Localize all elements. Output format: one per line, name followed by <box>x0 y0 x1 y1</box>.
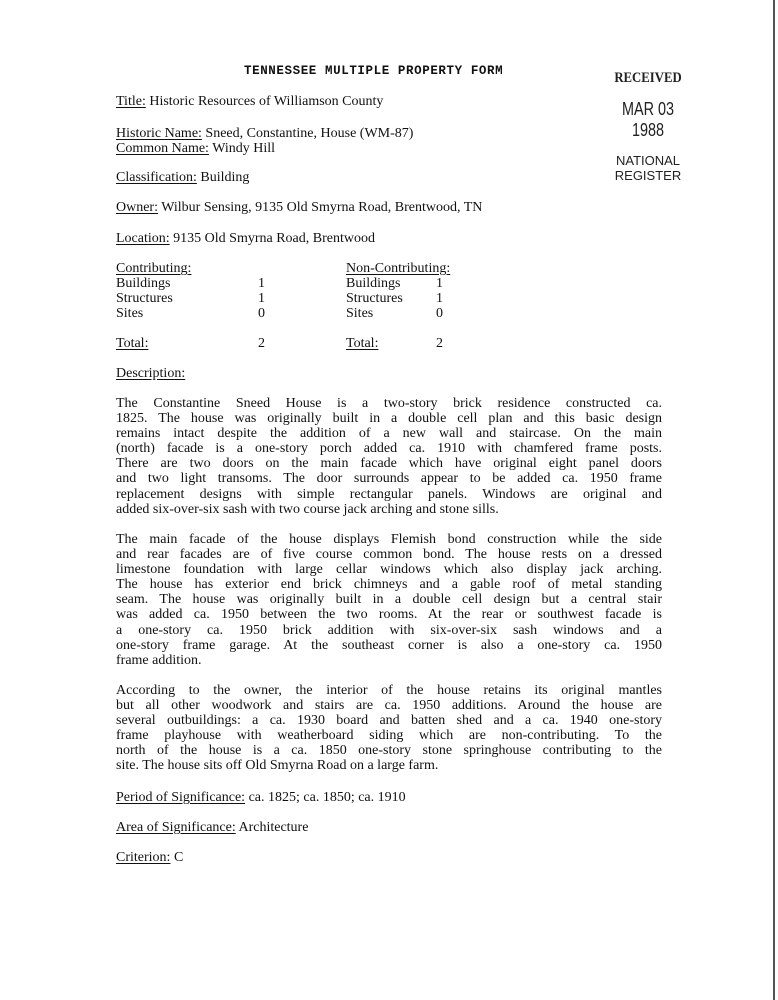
paragraph-line: limestone foundation with large cellar windows which also display jack arching. <box>116 562 662 578</box>
historic-name-value: Sneed, Constantine, House (WM-87) <box>205 126 414 141</box>
paragraph-line: According to the owner, the interior of the house retains its original mantles <box>116 683 662 698</box>
table-row <box>116 306 265 321</box>
row-value: 1 <box>436 276 443 291</box>
row-value: 0 <box>436 306 443 321</box>
row-label: Structures <box>116 291 173 306</box>
area-label: Area of Significance: <box>116 820 236 835</box>
row-value: 1 <box>258 276 265 291</box>
paragraph-line: was added ca. 1950 between the two rooms. At the rear or southwest facade is <box>116 607 662 623</box>
table-row <box>116 276 265 291</box>
paragraph-line: site. The house sits off Old Smyrna Road on a large farm. <box>116 758 439 774</box>
paragraph-line: added six-over-six sash with two course jack arching and stone sills. <box>116 501 499 517</box>
paragraph-line: a one-story ca. 1950 brick addition with six-over-six sash windows and a <box>116 622 662 638</box>
row-label: Buildings <box>116 276 171 291</box>
area-field <box>116 820 308 835</box>
stamp-received: RECEIVED <box>614 70 682 86</box>
total-value: 2 <box>436 336 443 351</box>
total-value: 2 <box>258 336 265 351</box>
paragraph-line: 1825. The house was originally built in a double cell plan and this basic design <box>116 411 662 427</box>
row-label: Sites <box>116 306 144 321</box>
table-row <box>346 306 450 321</box>
criterion-label: Criterion: <box>116 850 171 865</box>
owner-value: Wilbur Sensing, 9135 Old Smyrna Road, Brentwood, TN <box>161 200 483 215</box>
paragraph-line: frame addition. <box>116 652 202 668</box>
classification-label: Classification: <box>116 170 197 185</box>
historic-name-field <box>116 126 413 141</box>
description-paragraph-1 <box>116 396 662 517</box>
paragraph-line: The Constantine Sneed House is a two-story brick residence constructed ca. <box>116 396 662 411</box>
scan-edge-line <box>773 0 775 1000</box>
stamp-register: REGISTER <box>614 168 682 183</box>
period-value: ca. 1825; ca. 1850; ca. 1910 <box>248 790 406 805</box>
owner-label: Owner: <box>116 200 158 215</box>
row-label: Buildings <box>346 276 401 291</box>
table-row <box>346 291 450 306</box>
stamp-date: MAR 03 1988 <box>621 99 675 140</box>
paragraph-line: but all other woodwork and stairs are ca. 1950 additions. Around the house are <box>116 698 662 714</box>
table-row <box>346 276 450 291</box>
row-value: 0 <box>258 306 265 321</box>
paragraph-line: (north) facade is a one-story porch added ca. 1910 with chamfered frame posts. <box>116 441 662 457</box>
common-name-value: Windy Hill <box>212 141 276 156</box>
location-label: Location: <box>116 231 170 246</box>
location-field <box>116 231 375 246</box>
table-row <box>116 291 265 306</box>
paragraph-line: The house has exterior end brick chimneys and a gable roof of metal standing <box>116 577 662 593</box>
paragraph-line: several outbuildings: a ca. 1930 board and batten shed and a ca. 1940 one-story <box>116 713 662 729</box>
paragraph-line: seam. The house was originally built in a double cell design but a central stair <box>116 592 662 608</box>
location-value: 9135 Old Smyrna Road, Brentwood <box>173 231 375 246</box>
period-field <box>116 790 406 805</box>
common-name-label: Common Name: <box>116 141 209 156</box>
paragraph-line: one-story frame garage. At the southeast corner is also a one-story ca. 1950 <box>116 637 662 653</box>
paragraph-line: There are two doors on the main facade which have original eight panel doors <box>116 456 662 472</box>
paragraph-line: replacement designs with simple rectangular panels. Windows are original and <box>116 486 662 502</box>
non-contributing-heading: Non-Contributing: <box>346 261 451 276</box>
criterion-value: C <box>173 850 184 865</box>
historic-name-label: Historic Name: <box>116 126 202 141</box>
classification-field <box>116 170 249 185</box>
paragraph-line: remains intact despite the addition of a new wall and staircase. On the main <box>116 426 662 442</box>
total-label: Total: <box>116 336 149 351</box>
row-label: Sites <box>346 306 374 321</box>
criterion-field <box>116 850 183 865</box>
classification-value: Building <box>200 170 250 185</box>
period-label: Period of Significance: <box>116 790 246 805</box>
title-label: Title: <box>116 94 146 109</box>
description-paragraph-2 <box>116 532 662 668</box>
description-paragraph-3 <box>116 683 662 774</box>
paragraph-line: and rear facades are of five course common bond. The house rests on a dressed <box>116 547 662 563</box>
description-heading <box>116 366 185 381</box>
row-label: Structures <box>346 291 403 306</box>
owner-field <box>116 200 482 215</box>
total-row <box>346 336 450 351</box>
description-label: Description: <box>116 366 186 381</box>
paragraph-line: and two light transoms. The door surrounds appear to be added ca. 1950 frame <box>116 471 662 487</box>
area-value: Architecture <box>238 820 309 835</box>
title-value: Historic Resources of Williamson County <box>149 94 384 109</box>
stamp-national: NATIONAL <box>615 153 681 168</box>
non-contributing-table <box>346 261 450 351</box>
common-name-field <box>116 141 275 156</box>
row-value: 1 <box>258 291 265 306</box>
total-label: Total: <box>346 336 379 351</box>
contributing-heading: Contributing: <box>116 261 192 276</box>
row-value: 1 <box>436 291 443 306</box>
form-header: TENNESSEE MULTIPLE PROPERTY FORM <box>244 64 504 78</box>
received-stamp <box>600 70 696 183</box>
paragraph-line: frame playhouse with weatherboard siding which are non-contributing. To the <box>116 728 662 744</box>
paragraph-line: The main facade of the house displays Flemish bond construction while the side <box>116 532 662 547</box>
title-field <box>116 94 383 109</box>
total-row <box>116 336 265 351</box>
contributing-table <box>116 261 265 351</box>
paragraph-line: north of the house is a ca. 1850 one-story stone springhouse contributing to the <box>116 743 662 759</box>
